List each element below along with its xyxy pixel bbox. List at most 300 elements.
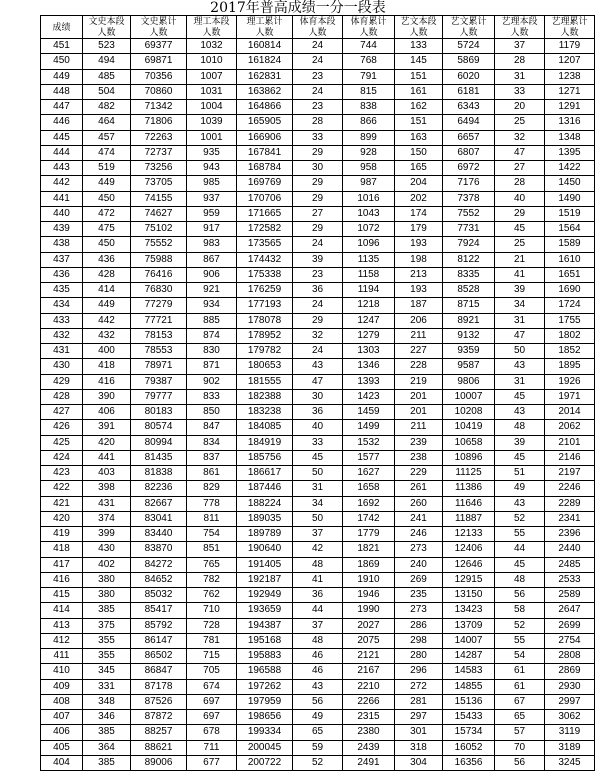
table-cell: 728 <box>187 618 237 633</box>
table-cell: 23 <box>293 69 343 84</box>
table-cell: 33 <box>495 84 545 99</box>
table-cell: 1207 <box>545 54 595 69</box>
table-cell: 24 <box>293 39 343 54</box>
table-cell: 402 <box>83 557 131 572</box>
table-cell: 9132 <box>443 328 495 343</box>
table-cell: 211 <box>395 328 443 343</box>
table-cell: 206 <box>395 313 443 328</box>
table-cell: 1910 <box>343 572 395 587</box>
table-cell: 1895 <box>545 359 595 374</box>
table-cell: 2062 <box>545 420 595 435</box>
table-cell: 385 <box>83 755 131 770</box>
table-cell: 413 <box>41 618 83 633</box>
table-cell: 1802 <box>545 328 595 343</box>
table-cell: 416 <box>41 572 83 587</box>
table-cell: 23 <box>293 267 343 282</box>
table-row <box>41 710 595 725</box>
table-cell: 1016 <box>343 191 395 206</box>
table-cell: 1346 <box>343 359 395 374</box>
table-cell: 29 <box>293 176 343 191</box>
table-cell: 164866 <box>237 100 293 115</box>
table-cell: 2380 <box>343 725 395 740</box>
table-cell: 449 <box>83 176 131 191</box>
table-row <box>41 191 595 206</box>
table-cell: 238 <box>395 450 443 465</box>
table-cell: 850 <box>187 405 237 420</box>
table-cell: 420 <box>41 511 83 526</box>
table-cell: 188224 <box>237 496 293 511</box>
table-cell: 2808 <box>545 649 595 664</box>
table-cell: 1946 <box>343 588 395 603</box>
table-header-row <box>41 16 595 39</box>
table-cell: 410 <box>41 664 83 679</box>
table-cell: 8921 <box>443 313 495 328</box>
column-header <box>83 16 131 39</box>
table-cell: 1423 <box>343 389 395 404</box>
table-cell: 281 <box>395 694 443 709</box>
table-cell: 23 <box>293 100 343 115</box>
table-cell: 32 <box>293 328 343 343</box>
table-cell: 83041 <box>131 511 187 526</box>
table-cell: 811 <box>187 511 237 526</box>
table-cell: 49 <box>495 481 545 496</box>
column-header-text: 艺文本段 <box>400 16 437 26</box>
table-cell: 239 <box>395 435 443 450</box>
table-cell: 6657 <box>443 130 495 145</box>
table-cell: 1490 <box>545 191 595 206</box>
table-cell: 398 <box>83 481 131 496</box>
table-row <box>41 39 595 54</box>
table-cell: 31 <box>495 69 545 84</box>
table-cell: 170706 <box>237 191 293 206</box>
table-cell: 885 <box>187 313 237 328</box>
table-cell: 674 <box>187 679 237 694</box>
table-cell: 1779 <box>343 527 395 542</box>
table-cell: 29 <box>495 206 545 221</box>
table-cell: 201 <box>395 405 443 420</box>
table-cell: 2396 <box>545 527 595 542</box>
table-cell: 439 <box>41 222 83 237</box>
table-cell: 48 <box>495 420 545 435</box>
table-cell: 2266 <box>343 694 395 709</box>
table-cell: 404 <box>41 755 83 770</box>
table-cell: 80183 <box>131 405 187 420</box>
table-cell: 451 <box>41 39 83 54</box>
table-cell: 2121 <box>343 649 395 664</box>
table-cell: 1869 <box>343 557 395 572</box>
table-cell: 7378 <box>443 191 495 206</box>
table-cell: 227 <box>395 344 443 359</box>
table-cell: 246 <box>395 527 443 542</box>
table-cell: 1690 <box>545 283 595 298</box>
table-cell: 54 <box>495 649 545 664</box>
table-cell: 1043 <box>343 206 395 221</box>
table-cell: 82236 <box>131 481 187 496</box>
table-cell: 421 <box>41 496 83 511</box>
table-cell: 418 <box>83 359 131 374</box>
table-cell: 1218 <box>343 298 395 313</box>
table-cell: 9587 <box>443 359 495 374</box>
table-cell: 1742 <box>343 511 395 526</box>
column-header <box>545 16 595 39</box>
table-cell: 43 <box>495 359 545 374</box>
table-cell: 1316 <box>545 115 595 130</box>
table-cell: 193 <box>395 283 443 298</box>
table-cell: 1271 <box>545 84 595 99</box>
table-cell: 65 <box>495 710 545 725</box>
table-cell: 457 <box>83 130 131 145</box>
table-cell: 1247 <box>343 313 395 328</box>
table-cell: 85792 <box>131 618 187 633</box>
table-cell: 838 <box>343 100 395 115</box>
table-cell: 678 <box>187 725 237 740</box>
column-header-text: 人数 <box>97 27 116 37</box>
table-cell: 430 <box>83 542 131 557</box>
table-cell: 415 <box>41 588 83 603</box>
table-cell: 375 <box>83 618 131 633</box>
table-cell: 8715 <box>443 298 495 313</box>
table-cell: 431 <box>41 344 83 359</box>
table-cell: 24 <box>293 54 343 69</box>
table-cell: 705 <box>187 664 237 679</box>
table-cell: 318 <box>395 740 443 755</box>
table-cell: 11887 <box>443 511 495 526</box>
table-cell: 847 <box>187 420 237 435</box>
table-cell: 1577 <box>343 450 395 465</box>
table-cell: 33 <box>293 130 343 145</box>
table-cell: 204 <box>395 176 443 191</box>
table-cell: 161 <box>395 84 443 99</box>
table-row <box>41 374 595 389</box>
table-cell: 1519 <box>545 206 595 221</box>
table-cell: 762 <box>187 588 237 603</box>
table-row <box>41 100 595 115</box>
table-cell: 25 <box>495 115 545 130</box>
table-cell: 1926 <box>545 374 595 389</box>
table-cell: 6494 <box>443 115 495 130</box>
table-cell: 298 <box>395 633 443 648</box>
table-cell: 86847 <box>131 664 187 679</box>
table-cell: 273 <box>395 542 443 557</box>
table-cell: 52 <box>495 511 545 526</box>
table-cell: 7924 <box>443 237 495 252</box>
table-cell: 3062 <box>545 710 595 725</box>
table-cell: 213 <box>395 267 443 282</box>
table-cell: 374 <box>83 511 131 526</box>
table-cell: 169769 <box>237 176 293 191</box>
table-cell: 72737 <box>131 145 187 160</box>
table-cell: 441 <box>41 191 83 206</box>
table-row <box>41 649 595 664</box>
table-cell: 2699 <box>545 618 595 633</box>
table-cell: 1279 <box>343 328 395 343</box>
table-cell: 165 <box>395 161 443 176</box>
table-row <box>41 755 595 770</box>
table-cell: 184919 <box>237 435 293 450</box>
table-cell: 177193 <box>237 298 293 313</box>
table-cell: 871 <box>187 359 237 374</box>
table-cell: 430 <box>41 359 83 374</box>
table-cell: 418 <box>41 542 83 557</box>
table-cell: 902 <box>187 374 237 389</box>
table-cell: 48 <box>293 633 343 648</box>
table-cell: 921 <box>187 283 237 298</box>
table-cell: 261 <box>395 481 443 496</box>
table-cell: 432 <box>41 328 83 343</box>
table-row <box>41 222 595 237</box>
table-cell: 464 <box>83 115 131 130</box>
table-cell: 424 <box>41 450 83 465</box>
table-cell: 442 <box>83 313 131 328</box>
table-cell: 1007 <box>187 69 237 84</box>
table-cell: 1039 <box>187 115 237 130</box>
table-cell: 429 <box>41 374 83 389</box>
table-row <box>41 237 595 252</box>
table-cell: 61 <box>495 679 545 694</box>
table-row <box>41 618 595 633</box>
table-cell: 193659 <box>237 603 293 618</box>
table-cell: 73256 <box>131 161 187 176</box>
table-cell: 917 <box>187 222 237 237</box>
table-cell: 32 <box>495 130 545 145</box>
column-header-text: 文史累计 <box>140 16 177 26</box>
table-cell: 49 <box>293 710 343 725</box>
table-row <box>41 603 595 618</box>
table-cell: 162831 <box>237 69 293 84</box>
table-cell: 69871 <box>131 54 187 69</box>
table-cell: 411 <box>41 649 83 664</box>
table-cell: 1532 <box>343 435 395 450</box>
table-cell: 196588 <box>237 664 293 679</box>
table-cell: 286 <box>395 618 443 633</box>
table-row <box>41 481 595 496</box>
table-cell: 450 <box>41 54 83 69</box>
table-cell: 519 <box>83 161 131 176</box>
table-cell: 48 <box>293 557 343 572</box>
table-cell: 65 <box>293 725 343 740</box>
table-row <box>41 252 595 267</box>
table-body <box>41 39 595 771</box>
table-cell: 8122 <box>443 252 495 267</box>
table-cell: 833 <box>187 389 237 404</box>
table-row <box>41 679 595 694</box>
table-row <box>41 283 595 298</box>
table-cell: 30 <box>293 389 343 404</box>
table-row <box>41 389 595 404</box>
table-cell: 423 <box>41 466 83 481</box>
table-cell: 1395 <box>545 145 595 160</box>
table-cell: 504 <box>83 84 131 99</box>
table-row <box>41 466 595 481</box>
table-cell: 172582 <box>237 222 293 237</box>
table-cell: 710 <box>187 603 237 618</box>
table-cell: 75988 <box>131 252 187 267</box>
table-cell: 43 <box>293 679 343 694</box>
column-header-text: 人数 <box>510 27 529 37</box>
column-header <box>443 16 495 39</box>
table-cell: 82667 <box>131 496 187 511</box>
table-cell: 297 <box>395 710 443 725</box>
table-cell: 7731 <box>443 222 495 237</box>
column-header <box>395 16 443 39</box>
table-cell: 754 <box>187 527 237 542</box>
table-cell: 304 <box>395 755 443 770</box>
table-cell: 781 <box>187 633 237 648</box>
table-cell: 2341 <box>545 511 595 526</box>
table-cell: 228 <box>395 359 443 374</box>
table-cell: 866 <box>343 115 395 130</box>
table-cell: 202 <box>395 191 443 206</box>
score-table <box>40 15 595 771</box>
table-row <box>41 572 595 587</box>
table-cell: 1499 <box>343 420 395 435</box>
table-cell: 6343 <box>443 100 495 115</box>
table-cell: 442 <box>41 176 83 191</box>
table-cell: 28 <box>495 54 545 69</box>
table-cell: 86147 <box>131 633 187 648</box>
table-cell: 79777 <box>131 389 187 404</box>
table-cell: 2997 <box>545 694 595 709</box>
table-cell: 2754 <box>545 633 595 648</box>
table-row <box>41 725 595 740</box>
table-cell: 1821 <box>343 542 395 557</box>
table-cell: 428 <box>83 267 131 282</box>
table-cell: 14855 <box>443 679 495 694</box>
table-cell: 85032 <box>131 588 187 603</box>
table-cell: 1072 <box>343 222 395 237</box>
table-cell: 867 <box>187 252 237 267</box>
table-cell: 778 <box>187 496 237 511</box>
table-row <box>41 344 595 359</box>
table-cell: 87178 <box>131 679 187 694</box>
table-cell: 10658 <box>443 435 495 450</box>
table-cell: 906 <box>187 267 237 282</box>
table-cell: 380 <box>83 588 131 603</box>
table-cell: 45 <box>495 389 545 404</box>
table-row <box>41 161 595 176</box>
table-cell: 77721 <box>131 313 187 328</box>
table-cell: 449 <box>83 298 131 313</box>
table-cell: 30 <box>293 161 343 176</box>
table-cell: 3245 <box>545 755 595 770</box>
table-cell: 409 <box>41 679 83 694</box>
column-header-text: 体育累计 <box>350 16 387 26</box>
table-cell: 181555 <box>237 374 293 389</box>
table-cell: 31 <box>293 481 343 496</box>
table-cell: 440 <box>41 206 83 221</box>
table-cell: 436 <box>41 267 83 282</box>
table-row <box>41 496 595 511</box>
table-cell: 241 <box>395 511 443 526</box>
table-cell: 345 <box>83 664 131 679</box>
table-cell: 28 <box>293 115 343 130</box>
table-cell: 52 <box>495 618 545 633</box>
table-cell: 56 <box>495 755 545 770</box>
table-cell: 1291 <box>545 100 595 115</box>
table-cell: 76416 <box>131 267 187 282</box>
table-cell: 70356 <box>131 69 187 84</box>
table-cell: 39 <box>293 252 343 267</box>
table-cell: 31 <box>495 313 545 328</box>
table-cell: 1096 <box>343 237 395 252</box>
table-cell: 449 <box>41 69 83 84</box>
table-cell: 6807 <box>443 145 495 160</box>
table-cell: 768 <box>343 54 395 69</box>
table-cell: 29 <box>293 222 343 237</box>
table-cell: 150 <box>395 145 443 160</box>
table-cell: 163 <box>395 130 443 145</box>
table-cell: 67 <box>495 694 545 709</box>
table-cell: 494 <box>83 54 131 69</box>
table-cell: 2014 <box>545 405 595 420</box>
table-cell: 677 <box>187 755 237 770</box>
table-cell: 190640 <box>237 542 293 557</box>
table-cell: 24 <box>293 344 343 359</box>
table-cell: 2101 <box>545 435 595 450</box>
table-cell: 36 <box>293 405 343 420</box>
table-cell: 2440 <box>545 542 595 557</box>
table-row <box>41 527 595 542</box>
column-header-text: 人数 <box>560 27 579 37</box>
column-header-text: 人数 <box>255 27 274 37</box>
table-cell: 37 <box>495 39 545 54</box>
table-cell: 1001 <box>187 130 237 145</box>
column-header-text: 艺文累计 <box>450 16 487 26</box>
table-cell: 405 <box>41 740 83 755</box>
table-cell: 450 <box>83 191 131 206</box>
table-cell: 1651 <box>545 267 595 282</box>
table-cell: 59 <box>293 740 343 755</box>
table-cell: 1303 <box>343 344 395 359</box>
column-header-text: 体育本段 <box>299 16 336 26</box>
column-header-text: 成绩 <box>52 21 71 32</box>
table-cell: 1459 <box>343 405 395 420</box>
table-cell: 2075 <box>343 633 395 648</box>
column-header-text: 理工本段 <box>193 16 230 26</box>
table-cell: 711 <box>187 740 237 755</box>
table-cell: 7176 <box>443 176 495 191</box>
table-cell: 27 <box>495 161 545 176</box>
table-cell: 15734 <box>443 725 495 740</box>
table-cell: 416 <box>83 374 131 389</box>
table-cell: 52 <box>293 755 343 770</box>
table-cell: 2167 <box>343 664 395 679</box>
table-cell: 186617 <box>237 466 293 481</box>
table-cell: 829 <box>187 481 237 496</box>
table-cell: 46 <box>293 649 343 664</box>
table-cell: 229 <box>395 466 443 481</box>
table-cell: 1348 <box>545 130 595 145</box>
table-cell: 80994 <box>131 435 187 450</box>
table-row <box>41 206 595 221</box>
table-cell: 15433 <box>443 710 495 725</box>
table-cell: 187 <box>395 298 443 313</box>
table-cell: 1010 <box>187 54 237 69</box>
table-row <box>41 115 595 130</box>
table-cell: 21 <box>495 252 545 267</box>
table-cell: 11386 <box>443 481 495 496</box>
table-cell: 77279 <box>131 298 187 313</box>
table-cell: 72263 <box>131 130 187 145</box>
table-cell: 235 <box>395 588 443 603</box>
table-cell: 88257 <box>131 725 187 740</box>
table-cell: 272 <box>395 679 443 694</box>
table-cell: 197262 <box>237 679 293 694</box>
table-cell: 192949 <box>237 588 293 603</box>
table-cell: 6181 <box>443 84 495 99</box>
table-cell: 1692 <box>343 496 395 511</box>
table-row <box>41 298 595 313</box>
